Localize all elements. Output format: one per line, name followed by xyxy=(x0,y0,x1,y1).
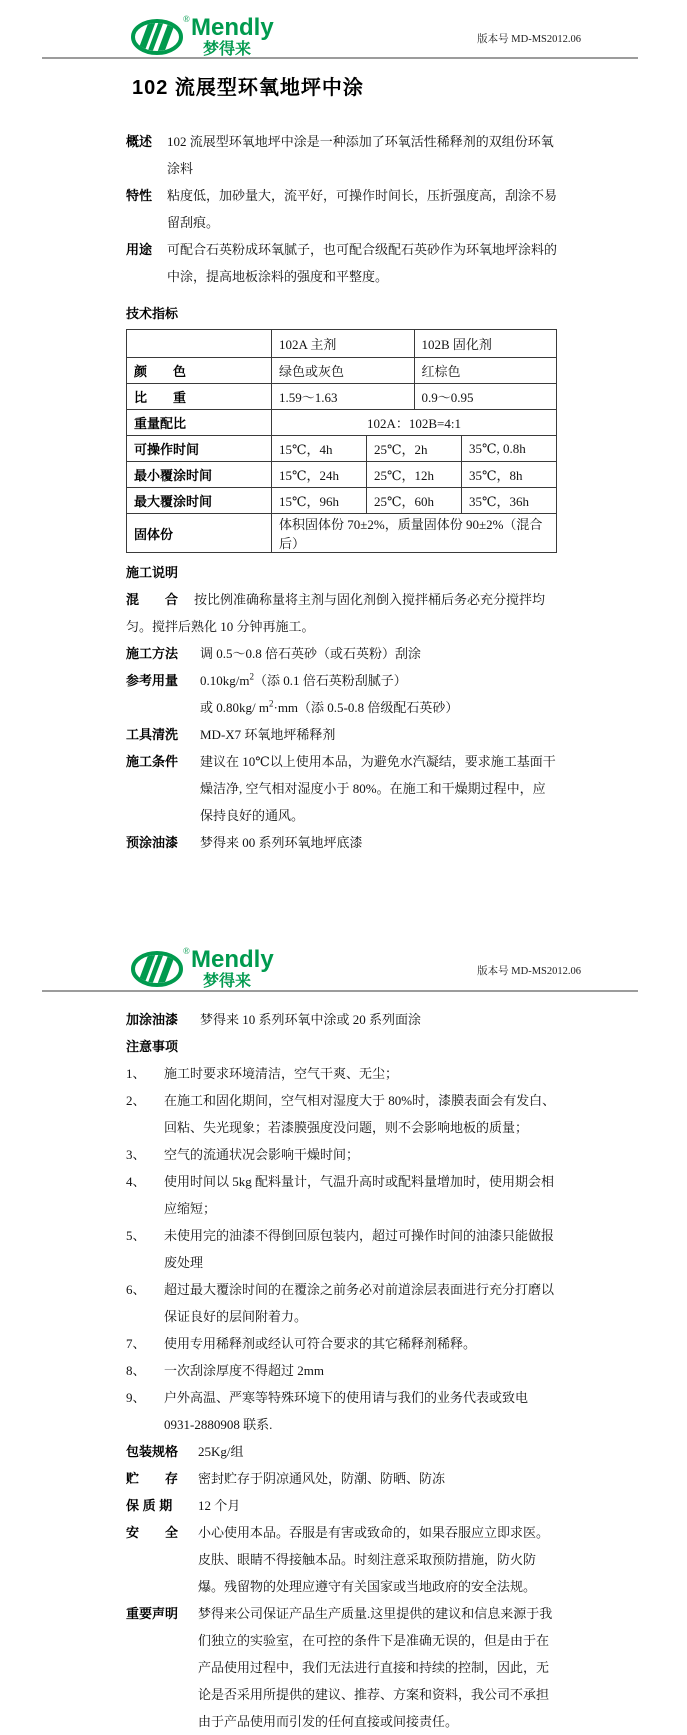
storage-text: 密封贮存于阴凉通风处，防潮、防晒、防冻 xyxy=(198,1471,446,1486)
recoat-paint-row xyxy=(126,1006,557,1033)
storage-label: 贮 存 xyxy=(126,1471,179,1486)
usage-line2-rest: ·mm（添 0.5-0.8 倍级配石英砂） xyxy=(273,700,459,715)
registered-mark: ® xyxy=(183,14,190,24)
packing-row xyxy=(126,1438,557,1465)
conditions-row xyxy=(126,748,557,829)
shelf-life-label: 保 质 期 xyxy=(126,1498,173,1513)
primer-row xyxy=(126,829,557,856)
recoat-paint-text: 梦得来 10 系列环氧中涂或 20 系列面涂 xyxy=(200,1012,422,1027)
table-header-row xyxy=(127,330,557,358)
note-item xyxy=(126,1384,557,1438)
note-number: 3、 xyxy=(126,1147,146,1162)
color-label: 颜 色 xyxy=(127,358,272,384)
page-2 xyxy=(0,932,687,1735)
pot-life-row xyxy=(127,436,557,462)
safety-row xyxy=(126,1519,557,1600)
usage-sup2: 2 xyxy=(268,698,274,709)
usage-label: 参考用量 xyxy=(126,673,179,688)
statement-row xyxy=(126,1600,557,1735)
construction-heading: 施工说明 xyxy=(126,565,179,580)
gravity-a: 1.59～1.63 xyxy=(272,384,415,410)
gravity-row xyxy=(127,384,557,410)
safety-text: 小心使用本品。吞服是有害或致命的，如果吞服应立即求医。皮肤、眼睛不得接触本品。时刻注意采取预防措施，防火防爆。残留物的处理应遵守有关国家或当地政府的安全法规。 xyxy=(198,1525,550,1594)
ratio-label: 重量配比 xyxy=(127,410,272,436)
usage-line2: 或 0.80kg/ m xyxy=(200,700,269,715)
note-number: 6、 xyxy=(126,1282,146,1297)
ratio-value: 102A：102B=4:1 xyxy=(272,410,557,436)
note-text: 使用专用稀释剂或经认可符合要求的其它稀释剂稀释。 xyxy=(164,1336,477,1351)
component-a-header: 102A 主剂 xyxy=(272,330,415,358)
overview-text: 102 流展型环氧地坪中涂是一种添加了环氧活性稀释剂的双组份环氧涂料 xyxy=(167,134,554,176)
cleaning-row xyxy=(126,721,557,748)
min-recoat-row xyxy=(127,462,557,488)
component-b-header: 102B 固化剂 xyxy=(414,330,557,358)
notes-heading: 注意事项 xyxy=(126,1039,179,1054)
usage-sup1: 2 xyxy=(249,671,254,682)
gravity-label: 比 重 xyxy=(127,384,272,410)
brand-name-en: Mendly xyxy=(191,14,274,41)
color-b: 红棕色 xyxy=(414,358,557,384)
pot-life-35: 35℃, 0.8h xyxy=(462,436,557,462)
overview-row xyxy=(126,128,557,182)
method-label: 施工方法 xyxy=(126,646,179,661)
version-label: 版本号 MD-MS2012.06 xyxy=(477,966,581,977)
primer-label: 预涂油漆 xyxy=(126,835,179,850)
statement-text: 梦得来公司保证产品生产质量.这里提供的建议和信息来源于我们独立的实验室，在可控的条件下是准确无误的，但是由于在产品使用过程中，我们无法进行直接和持续的控制，因此，无论是否采用所提供的建议、推荐、方案和资料，我公司不承担由于产品使用而引发的任何直接或间接责任。 xyxy=(198,1606,553,1729)
min-recoat-label: 最小覆涂时间 xyxy=(127,462,272,488)
version-label: 版本号 MD-MS2012.06 xyxy=(477,34,581,45)
shelf-life-row xyxy=(126,1492,557,1519)
mixing-text: 按比例准确称量将主剂与固化剂倒入搅拌桶后务必充分搅拌均匀。搅拌后熟化 10 分钟再施工。 xyxy=(126,592,546,634)
note-item xyxy=(126,1276,557,1330)
safety-label: 安 全 xyxy=(126,1525,179,1540)
solids-label: 固体份 xyxy=(127,514,272,553)
max-recoat-row xyxy=(127,488,557,514)
method-text: 调 0.5～0.8 倍石英砂（或石英粉）刮涂 xyxy=(200,646,422,661)
pot-life-25: 25℃，2h xyxy=(367,436,462,462)
overview-label: 概述 xyxy=(126,134,153,149)
brand-name-zh: 梦得来 xyxy=(203,41,252,58)
min-recoat-15: 15℃，24h xyxy=(272,462,367,488)
notes-list xyxy=(126,1060,557,1438)
note-text: 使用时间以 5kg 配料量计，气温升高时或配料量增加时，使用期会相应缩短； xyxy=(164,1174,555,1216)
features-row xyxy=(126,182,557,236)
page-title: 102 流展型环氧地坪中涂 xyxy=(132,77,364,99)
gravity-b: 0.9～0.95 xyxy=(414,384,557,410)
page2-header xyxy=(0,932,687,990)
mendly-logo-icon xyxy=(131,943,291,990)
note-text: 超过最大覆涂时间的在覆涂之前务必对前道涂层表面进行充分打磨以保证良好的层间附着力。 xyxy=(164,1282,555,1324)
solids-value: 体积固体份 70±2%，质量固体份 90±2%（混合后） xyxy=(272,514,557,553)
page-1 xyxy=(0,0,687,856)
note-text: 施工时要求环境清洁，空气干爽、无尘； xyxy=(164,1066,399,1081)
cleaning-text: MD-X7 环氧地坪稀释剂 xyxy=(200,727,336,742)
note-item xyxy=(126,1087,557,1141)
uses-text: 可配合石英粉成环氧腻子，也可配合级配石英砂作为环氧地坪涂料的中涂，提高地板涂料的强度和平整度。 xyxy=(167,242,558,284)
tech-spec-heading: 技术指标 xyxy=(126,306,179,321)
cleaning-label: 工具清洗 xyxy=(126,727,179,742)
table-corner-cell xyxy=(127,330,272,358)
color-a: 绿色或灰色 xyxy=(272,358,415,384)
page1-header xyxy=(0,0,687,57)
brand-logo xyxy=(131,11,291,62)
note-number: 9、 xyxy=(126,1390,146,1405)
conditions-text: 建议在 10℃以上使用本品，为避免水汽凝结，要求施工基面干燥洁净, 空气相对湿度小于 80%。在施工和干燥期过程中，应保持良好的通风。 xyxy=(200,754,556,823)
shelf-life-text: 12 个月 xyxy=(198,1498,241,1513)
usage-line1-rest: （添 0.1 倍石英粉刮腻子） xyxy=(253,673,407,688)
intro-section xyxy=(126,128,557,290)
note-text: 户外高温、严寒等特殊环境下的使用请与我们的业务代表或致电 0931-2880908 联系. xyxy=(164,1390,529,1432)
page-gap xyxy=(0,856,687,932)
note-number: 8、 xyxy=(126,1363,146,1378)
ratio-row xyxy=(127,410,557,436)
note-text: 在施工和固化期间，空气相对湿度大于 80%时，漆膜表面会有发白、回粘、失光现象；若漆膜强度没问题，则不会影响地板的质量； xyxy=(164,1093,556,1135)
max-recoat-25: 25℃，60h xyxy=(367,488,462,514)
uses-label: 用途 xyxy=(126,242,153,257)
note-text: 空气的流通状况会影响干燥时间； xyxy=(164,1147,360,1162)
pot-life-label: 可操作时间 xyxy=(127,436,272,462)
note-number: 1、 xyxy=(126,1066,146,1081)
note-text: 未使用完的油漆不得倒回原包装内，超过可操作时间的油漆只能做报废处理 xyxy=(164,1228,555,1270)
tech-spec-table xyxy=(126,329,557,553)
features-text: 粘度低，加砂量大，流平好，可操作时间长，压折强度高，刮涂不易留刮痕。 xyxy=(167,188,558,230)
storage-row xyxy=(126,1465,557,1492)
brand-name-en: Mendly xyxy=(191,946,274,973)
uses-row xyxy=(126,236,557,290)
note-number: 2、 xyxy=(126,1093,146,1108)
conditions-label: 施工条件 xyxy=(126,754,179,769)
statement-label: 重要声明 xyxy=(126,1606,179,1621)
mixing-label: 混 合 xyxy=(126,592,179,607)
primer-text: 梦得来 00 系列环氧地坪底漆 xyxy=(200,835,363,850)
max-recoat-35: 35℃，36h xyxy=(462,488,557,514)
packing-text: 25Kg/组 xyxy=(198,1444,244,1459)
min-recoat-25: 25℃，12h xyxy=(367,462,462,488)
note-text: 一次刮涂厚度不得超过 2mm xyxy=(164,1363,324,1378)
note-number: 4、 xyxy=(126,1174,146,1189)
note-item xyxy=(126,1168,557,1222)
mixing-paragraph xyxy=(126,586,557,640)
mendly-logo-icon xyxy=(131,11,291,58)
note-item xyxy=(126,1141,557,1168)
registered-mark: ® xyxy=(183,946,190,956)
usage-text xyxy=(200,667,557,721)
solids-row xyxy=(127,514,557,553)
recoat-paint-label: 加涂油漆 xyxy=(126,1012,179,1027)
method-row xyxy=(126,640,557,667)
packing-label: 包装规格 xyxy=(126,1444,179,1459)
pot-life-15: 15℃，4h xyxy=(272,436,367,462)
note-item xyxy=(126,1330,557,1357)
note-number: 7、 xyxy=(126,1336,146,1351)
note-item xyxy=(126,1357,557,1384)
brand-logo xyxy=(131,943,291,994)
note-number: 5、 xyxy=(126,1228,146,1243)
note-item xyxy=(126,1060,557,1087)
usage-line1: 0.10kg/m xyxy=(200,673,250,688)
usage-row xyxy=(126,667,557,721)
min-recoat-35: 35℃，8h xyxy=(462,462,557,488)
brand-name-zh: 梦得来 xyxy=(203,973,252,990)
color-row xyxy=(127,358,557,384)
footer-section xyxy=(126,1438,557,1735)
note-item xyxy=(126,1222,557,1276)
features-label: 特性 xyxy=(126,188,153,203)
max-recoat-label: 最大覆涂时间 xyxy=(127,488,272,514)
max-recoat-15: 15℃，96h xyxy=(272,488,367,514)
